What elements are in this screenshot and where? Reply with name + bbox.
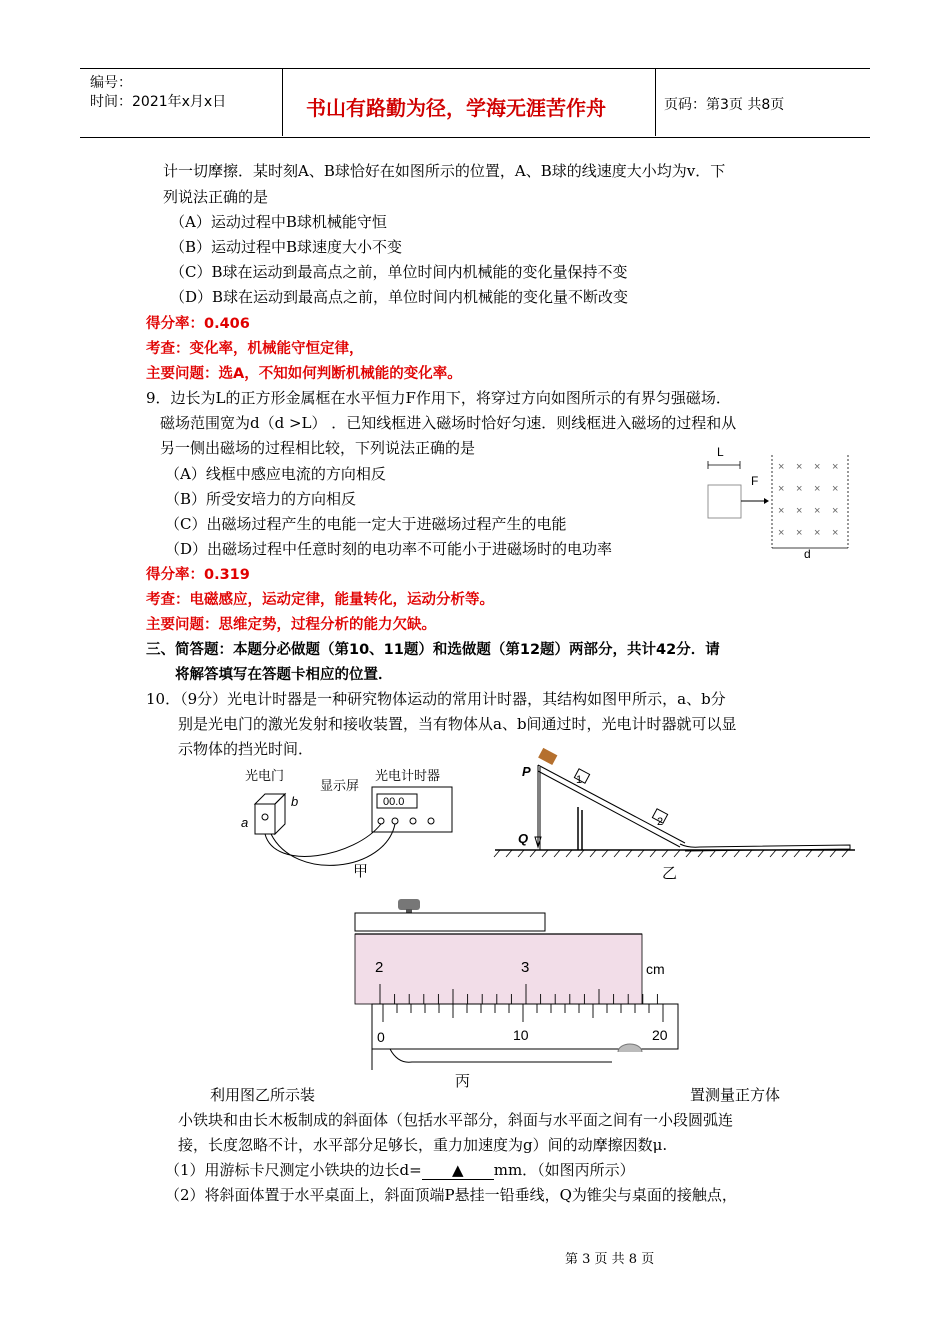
q8-option-b: （B）运动过程中B球速度大小不变 [170,238,403,256]
q10-para-line3: 接，长度忽略不计，水平部分足够长，重力加速度为g）间的动摩擦因数μ. [178,1136,668,1154]
svg-text:P: P [522,764,531,779]
svg-text:×: × [814,505,821,517]
caliper-screw [398,899,420,910]
svg-text:×: × [814,483,821,495]
q8-problem: 主要问题：选A，不知如何判断机械能的变化率。 [146,366,462,382]
svg-text:2: 2 [375,959,384,976]
section3-line2: 将解答填写在答题卡相应的位置． [175,667,393,683]
svg-text:b: b [291,794,299,809]
svg-text:×: × [778,483,785,495]
q8-score: 得分率：0.406 [146,316,250,332]
q8-option-a: （A）运动过程中B球机械能守恒 [170,213,387,231]
caption-jia: 甲 [353,863,369,880]
date-label: 时间：2021年x月x日 [90,94,227,110]
q9-score: 得分率：0.319 [146,567,250,583]
svg-text:×: × [832,461,839,473]
q10-para-line2: 小铁块和由长木板制成的斜面体（包括水平部分，斜面与水平面之间有一小段圆弧连 [178,1111,734,1129]
svg-text:×: × [832,505,839,517]
svg-text:×: × [814,461,821,473]
q10-sub1: （1）用游标卡尺测定小铁块的边长d= ▲ mm．（如图丙所示） [165,1161,635,1179]
svg-text:cm: cm [646,961,665,977]
svg-text:10: 10 [513,1027,529,1043]
svg-text:×: × [832,527,839,539]
svg-text:×: × [778,505,785,517]
svg-text:×: × [778,461,785,473]
q8-line2: 列说法正确的是 [163,188,269,206]
section3-line1: 三、简答题：本题分必做题（第10、11题）和选做题（第12题）两部分，共计42分．请 [146,642,720,658]
motto: 书山有路勤为径，学海无涯苦作舟 [306,96,606,120]
svg-text:Q: Q [518,831,529,846]
q8-exam: 考查：变化率，机械能守恒定律， [146,341,364,357]
header-divider [282,68,283,136]
svg-text:20: 20 [652,1027,668,1043]
gate-label: 光电门 [245,768,285,783]
svg-text:1: 1 [576,774,583,786]
q10-sub2: （2）将斜面体置于水平桌面上，斜面顶端P悬挂一铅垂线，Q为锥尖与桌面的接触点， [165,1186,737,1204]
label-L: L [717,445,724,459]
caption-bing: 丙 [455,1073,471,1090]
page-footer: 第 3 页 共 8 页 [565,1252,655,1267]
label-d: d [804,547,811,560]
svg-text:×: × [796,483,803,495]
q9-option-a: （A）线框中感应电流的方向相反 [165,465,386,483]
q10-line2: 别是光电门的激光发射和接收装置，当有物体从a、b间通过时，光电计时器就可以显 [178,715,737,733]
serial-label: 编号： [90,75,132,91]
svg-text:×: × [796,461,803,473]
q10-line1: 10．（9分）光电计时器是一种研究物体运动的常用计时器，其结构如图甲所示，a、b分 [146,690,726,708]
header-divider [655,68,656,136]
q10-line3: 示物体的挡光时间． [178,740,314,758]
q9-line2: 磁场范围宽为d（d >L） ．已知线框进入磁场时恰好匀速．则线框进入磁场的过程和从 [160,414,737,432]
timer-label: 光电计时器 [375,768,441,783]
q9-option-b: （B）所受安培力的方向相反 [165,490,357,508]
square-frame [708,485,741,518]
photogate-box [255,804,275,834]
q8-line1: 计一切摩擦．某时刻A、B球恰好在如图所示的位置，A、B球的线速度大小均为v．下 [163,162,726,180]
caption-yi: 乙 [662,865,678,882]
svg-text:00.0: 00.0 [383,796,405,808]
svg-text:3: 3 [521,959,530,976]
q9-line1: 9．边长为L的正方形金属框在水平恒力F作用下，将穿过方向如图所示的有界匀强磁场． [146,389,731,407]
incline-figure [490,745,860,885]
svg-text:×: × [814,527,821,539]
page-code: 页码：第3页 共8页 [664,97,785,113]
vernier-caliper-figure [350,892,690,1092]
svg-text:×: × [796,527,803,539]
svg-text:a: a [241,815,249,830]
svg-text:2: 2 [657,816,664,828]
q9-line3: 另一侧出磁场的过程相比较，下列说法正确的是 [160,439,476,457]
q8-option-d: （D）B球在运动到最高点之前，单位时间内机械能的变化量不断改变 [170,288,629,306]
q10-para-left: 利用图乙所示装 [210,1086,316,1104]
q10-para-right: 置测量正方体 [690,1086,781,1104]
q9-option-c: （C）出磁场过程产生的电能一定大于进磁场过程产生的电能 [165,515,567,533]
label-F: F [751,474,759,488]
q9-exam: 考查：电磁感应，运动定律，能量转化，运动分析等。 [146,592,494,608]
q9-option-d: （D）出磁场过程中任意时刻的电功率不可能小于进磁场时的电功率 [165,540,613,558]
incline-surface [538,765,685,843]
magnetic-field-figure [700,440,860,560]
svg-text:×: × [832,483,839,495]
photogate-figure [235,762,465,884]
q9-problem: 主要问题：思维定势，过程分析的能力欠缺。 [146,617,436,633]
answer-blank[interactable]: ▲ [422,1161,494,1180]
screen-label: 显示屏 [320,778,360,793]
svg-text:×: × [778,527,785,539]
svg-text:×: × [796,505,803,517]
q8-option-c: （C）B球在运动到最高点之前，单位时间内机械能的变化量保持不变 [170,263,628,281]
field-crosses [778,461,838,539]
svg-text:0: 0 [377,1029,385,1045]
iron-block [538,748,557,765]
